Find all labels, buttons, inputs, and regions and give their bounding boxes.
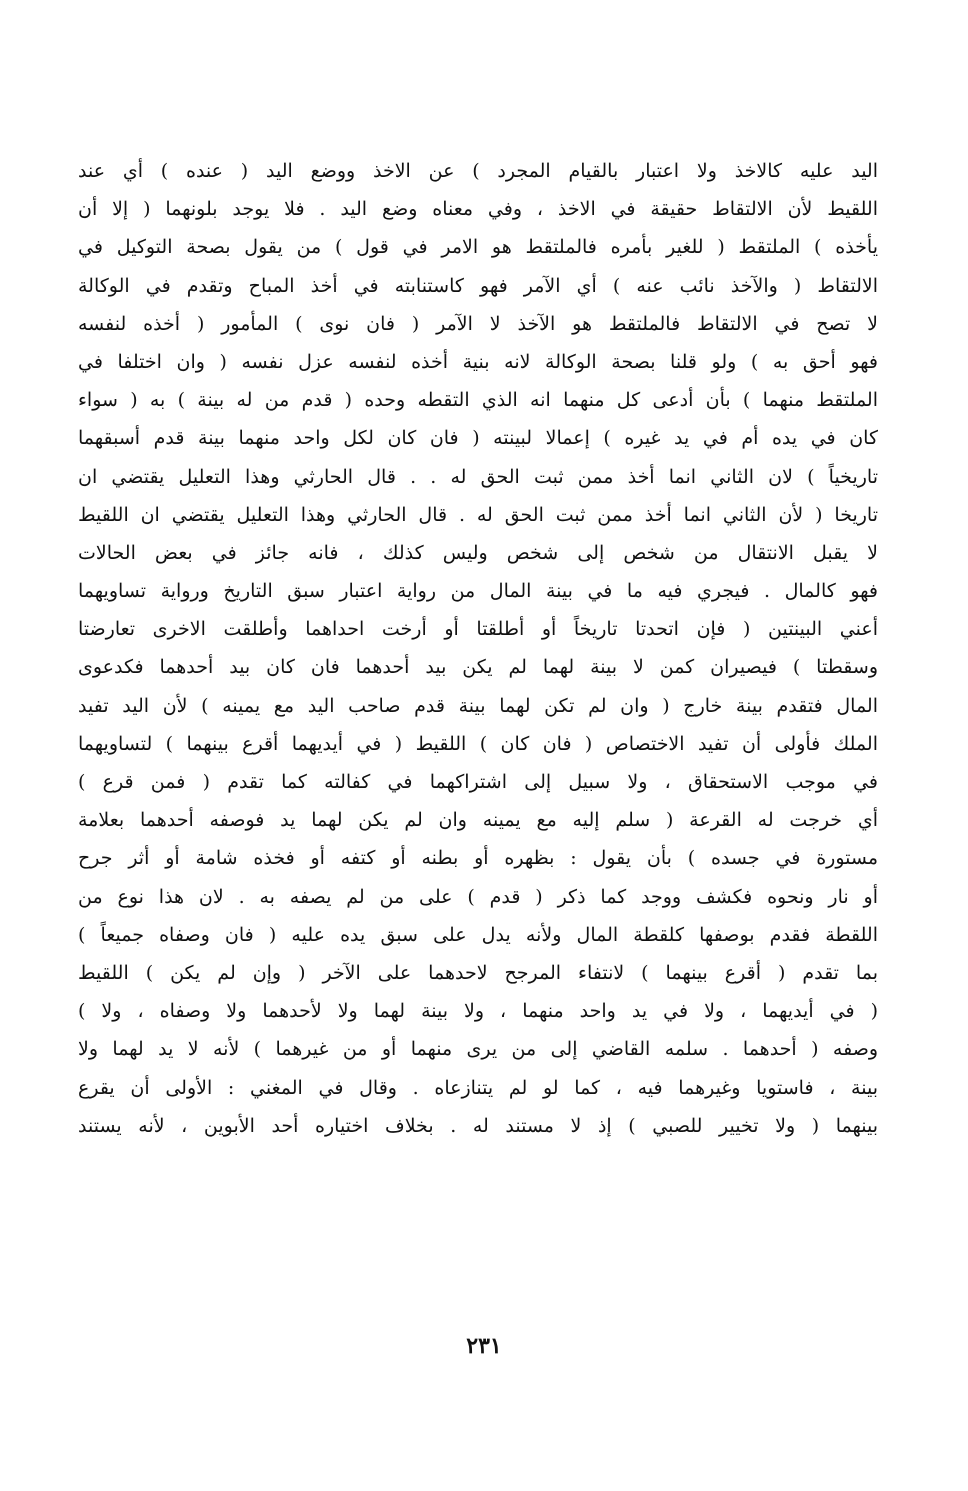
text-line: لا تصح في الالتقاط فالملتقط هو الآخذ لا الآمر ( فان نوى ) المأمور ( أخذه لنفسه — [78, 312, 878, 335]
text-line: الالتقاط ( والآخذ نائب عنه ) أي الآمر فهو كاستنابته في أخذ المباح وتقدم في الوكالة — [78, 274, 878, 297]
text-line: تاريخياً ) لان الثاني انما أخذ ممن ثبت الحق له . . قال الحارثي وهذا التعليل يقتضي ان — [78, 465, 878, 488]
text-line: اللقطة فقدم بوصفها كلقطة المال ولأنه يدل على سبق يده عليه ( فان وصفاه جميعاً ) — [78, 923, 878, 946]
text-line: اليد عليه كالاخذ ولا اعتبار بالقيام المجرد ) عن الاخذ ووضع اليد ( عنده ) أي عند — [78, 160, 878, 182]
text-line: وسقطتا ) فيصيران كمن لا بينة لهما لم يكن بيد أحدهما فان كان بيد أحدهما فكدعوى — [78, 656, 878, 679]
text-line: ( في أيديهما ، ولا في يد واحد منهما ، ولا بينة لهما ولا لأحدهما ولا وصفاه ، ولا ) — [78, 1000, 878, 1023]
text-line: أي خرجت له القرعة ( سلم إليه مع يمينه وان لم يكن لهما يد فوصفه أحدهما بعلامة — [78, 809, 878, 832]
text-line: أو نار ونحوه فكشف ووجد كما ذكر ( قدم ) على من لم يصفه به . لان هذا نوع من — [78, 885, 878, 908]
text-line: كان في يده أم في يد غيره ) إعمالا لبينته ( فان كان لكل واحد منهما بينة قدم أسبقهما — [78, 427, 878, 450]
text-line: فهو كالمال . فيجري فيه ما في بينة المال من رواية اعتبار سبق التاريخ ورواية تساويهما — [78, 580, 878, 603]
body-text — [78, 152, 878, 1145]
text-line: في موجب الاستحقاق ، ولا سبيل إلى اشتراكهما في كفالته كما تقدم ( فمن قرع ) — [78, 771, 878, 793]
page-number: ٢٣١ — [466, 1333, 502, 1359]
text-line: المال فتقدم بينة خارج ( وان لم تكن لهما بينة قدم صاحب اليد مع يمينه ) لأن اليد تفيد — [78, 694, 878, 717]
text-line: لا يقبل الانتقال من شخص إلى شخص وليس كذلك ، فانه جائز في بعض الحالات — [78, 541, 878, 564]
text-line: تاريخا ( لأن الثاني انما أخذ ممن ثبت الحق له . قال الحارثي وهذا التعليل يقتضي ان اللقيط — [78, 503, 878, 526]
text-line: مستورة في جسده ) بأن يقول : بظهره أو بطنه أو كتفه أو فخذه شامة أو أثر جرح — [78, 847, 878, 870]
text-line: فهو أحق به ) ولو قلنا بصحة الوكالة لانه بنية أخذه لنفسه عزل نفسه ( وان اختلفا في — [78, 350, 878, 373]
text-line: اللقيط لأن الالتقاط حقيقة في الاخذ ، وفي معناه وضع اليد . فلا يوجد بلونهما ( إلا أن — [78, 198, 878, 221]
text-line: بينهما ( ولا تخيير للصبي ) إذ لا مستند له . بخلاف اختياره أحد الأبوين ، لأنه يستند — [78, 1114, 878, 1137]
text-line: يأخذه ) الملتقط ( للغير بأمره فالملتقط هو الامر في قول ) من يقول بصحة التوكيل في — [78, 236, 878, 259]
text-line: بما تقدم ( أقرع بينهما ) لانتفاء المرجح لاحدهما على الآخر ( وإن لم يكن ) اللقيط — [78, 961, 878, 984]
text-line: الملك فأولى أن تفيد الاختصاص ( فان كان ) اللقيط ( في أيديهما أقرع بينهما ) لتساويهما — [78, 732, 878, 755]
text-line: أعني البينتين ( فإن اتحدتا تاريخاً أو أطلقتا أو أرخت احداهما وأطلقت الاخرى تعارضتا — [78, 618, 878, 641]
text-line: الملتقط منهما ) بأن أدعى كل منهما انه الذي التقطه وحده ( قدم من له بينة ) به ( سواء — [78, 389, 878, 412]
text-line: وصفه ( أحدهما . سلمه القاضي إلى من يرى منهما أو من غيرهما ) لأنه لا يد لهما ولا — [78, 1038, 878, 1061]
text-line: بينة ، فاستويا وغيرهما فيه ، كما لو لم يتنازعاه . وقال في المغني : الأولى أن يقرع — [78, 1076, 878, 1099]
